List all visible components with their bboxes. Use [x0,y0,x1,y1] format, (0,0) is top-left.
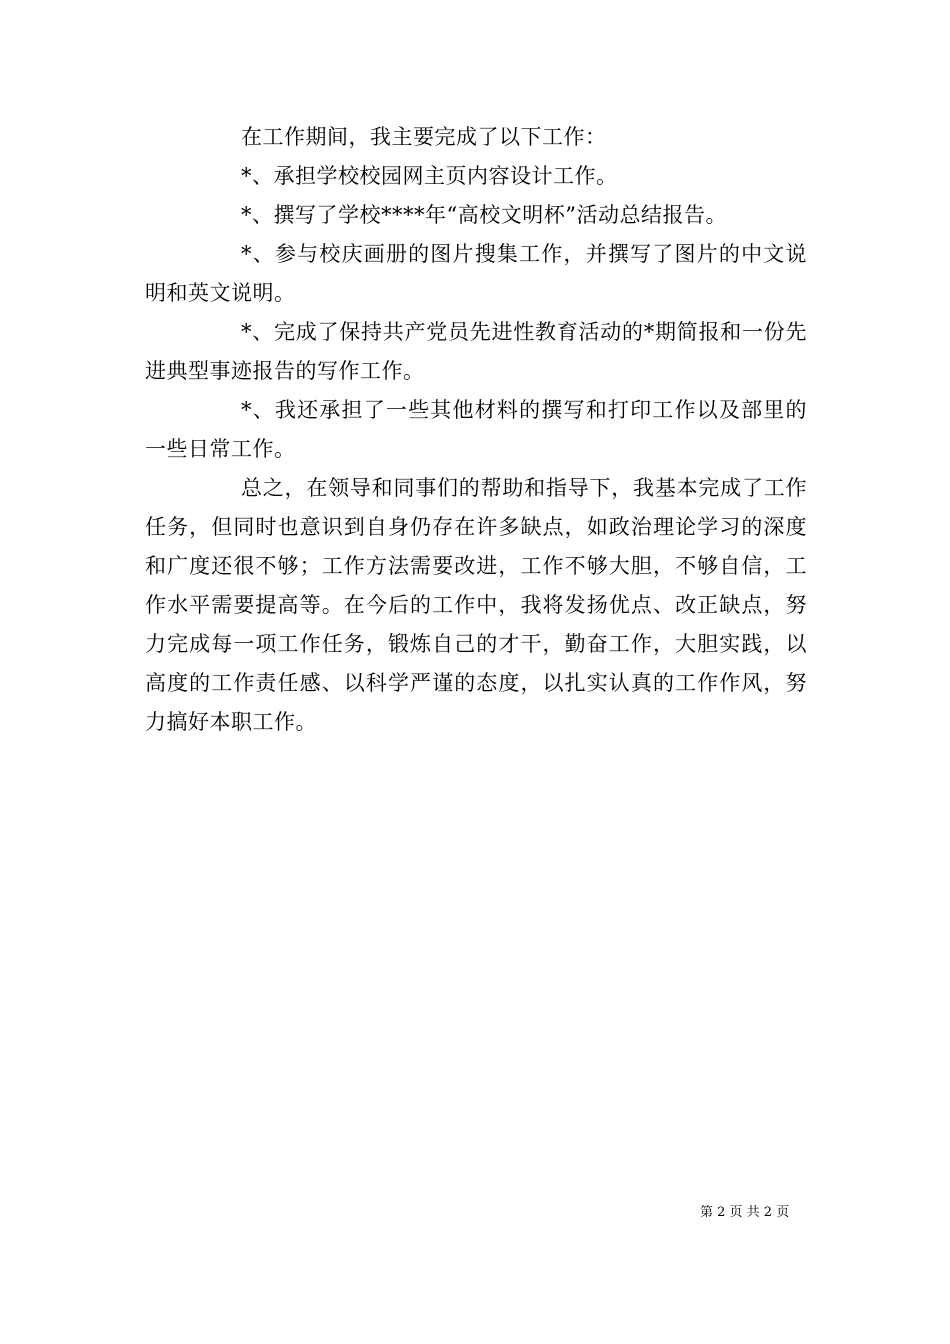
paragraph-item-album: *、参与校庆画册的图片搜集工作，并撰写了图片的中文说明和英文说明。 [145,242,807,305]
paragraph-summary: 总之，在领导和同事们的帮助和指导下，我基本完成了工作任务，但同时也意识到自身仍存在许多缺点，如政治理论学习的深度和广度还很不够；工作方法需要改进，工作不够大胆，不够自信，工作水平需要提高等。在今后的工作中，我将发扬优点、改正缺点，努力完成每一项工作任务，锻炼自己的才干，勤奋工作，大胆实践，以高度的工作责任感、以科学严谨的态度，以扎实认真的工作作风，努力搞好本职工作。 [145,476,807,734]
paragraph-item-other-work: *、我还承担了一些其他材料的撰写和打印工作以及部里的一些日常工作。 [145,398,807,461]
page-footer: 第 2 页 共 2 页 [700,1205,790,1220]
document-body [145,118,807,742]
paragraph-item-report: *、撰写了学校****年“高校文明杯”活动总结报告。 [241,203,727,227]
paragraph-item-briefing: *、完成了保持共产党员先进性教育活动的*期简报和一份先进典型事迹报告的写作工作。 [145,320,807,383]
paragraph-intro: 在工作期间，我主要完成了以下工作： [241,125,607,149]
paragraph-item-website: *、承担学校校园网主页内容设计工作。 [241,164,618,188]
